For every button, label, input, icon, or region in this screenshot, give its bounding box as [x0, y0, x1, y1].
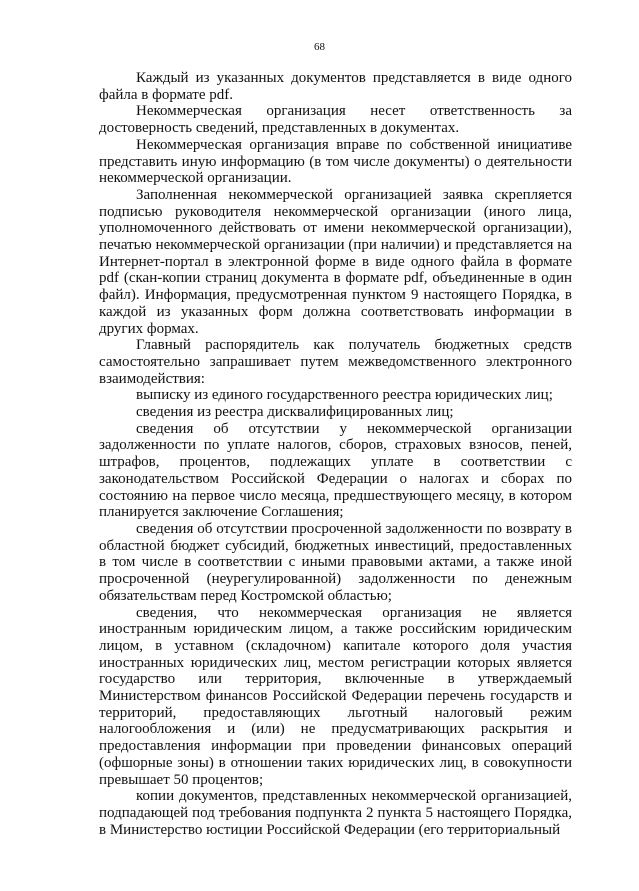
list-item-disqualified-registry: сведения из реестра дисквалифицированных лиц;	[136, 404, 454, 421]
list-item-egrul-extract: выписку из единого государственного реестра юридических лиц;	[136, 387, 553, 404]
list-item-overdue-debt: сведения об отсутствии просроченной задолженности по возврату в областной бюджет субсидий, бюджетных инвестиций, предоставленных в том числе в соответствии с иными правовыми актами, а также иной просроченной (неурегулированной) задолженности по денежным обязательствам перед Костромской областью;	[99, 520, 572, 604]
paragraph-responsibility: Некоммерческая организация несет ответственность за достоверность сведений, представленных в документах.	[99, 103, 572, 137]
list-item-tax-debt: сведения об отсутствии у некоммерческой организации задолженности по уплате налогов, сборов, страховых взносов, пеней, штрафов, процентов, подлежащих уплате в соответствии с законодательством Российской Федерации о налогах и сборах по состоянию на первое число месяца, предшествующего месяцу, в котором планируется заключение Соглашения;	[99, 420, 572, 521]
list-item-foreign-entity: сведения, что некоммерческая организация не является иностранным юридическим лицом, а также российским юридическим лицом, в уставном (складочном) капитале которого доля участия иностранных юридических лиц, местом регистрации которых является государство или территория, включенные в утверждаемый Министерством финансов Российской Федерации перечень государств и территорий, предоставляющих льготный налоговый режим налогообложения и (или) не предусматривающих раскрытия и предоставления информации при проведении финансовых операций (офшорные зоны) в отношении таких юридических лиц, в совокупности превышает 50 процентов;	[99, 604, 572, 788]
document-body	[99, 70, 572, 838]
paragraph-own-initiative: Некоммерческая организация вправе по собственной инициативе представить иную информацию (в том числе документы) о деятельности некоммерческой организации.	[99, 136, 572, 187]
page-number: 68	[314, 41, 325, 53]
paragraph-application-signature: Заполненная некоммерческой организацией заявка скрепляется подписью руководителя некоммерческой организации (иного лица, уполномоченного действовать от имени некоммерческой организации), печатью некоммерческой организации (при наличии) и представляется на Интернет-портал в электронной форме в виде одного файла в формате pdf (скан-копии страниц документа в формате pdf, объединенные в один файл). Информация, предусмотренная пунктом 9 настоящего Порядка, в каждой из указанных форм должна соответствовать информации в других формах.	[99, 186, 572, 337]
paragraph-pdf-format: Каждый из указанных документов представляется в виде одного файла в формате pdf.	[99, 70, 572, 103]
paragraph-chief-administrator: Главный распорядитель как получатель бюджетных средств самостоятельно запрашивает путем межведомственного электронного взаимодействия:	[99, 337, 572, 387]
list-item-document-copies: копии документов, представленных некоммерческой организацией, подпадающей под требования подпункта 2 пункта 5 настоящего Порядка, в Министерство юстиции Российской Федерации (его территориальный	[99, 788, 572, 838]
